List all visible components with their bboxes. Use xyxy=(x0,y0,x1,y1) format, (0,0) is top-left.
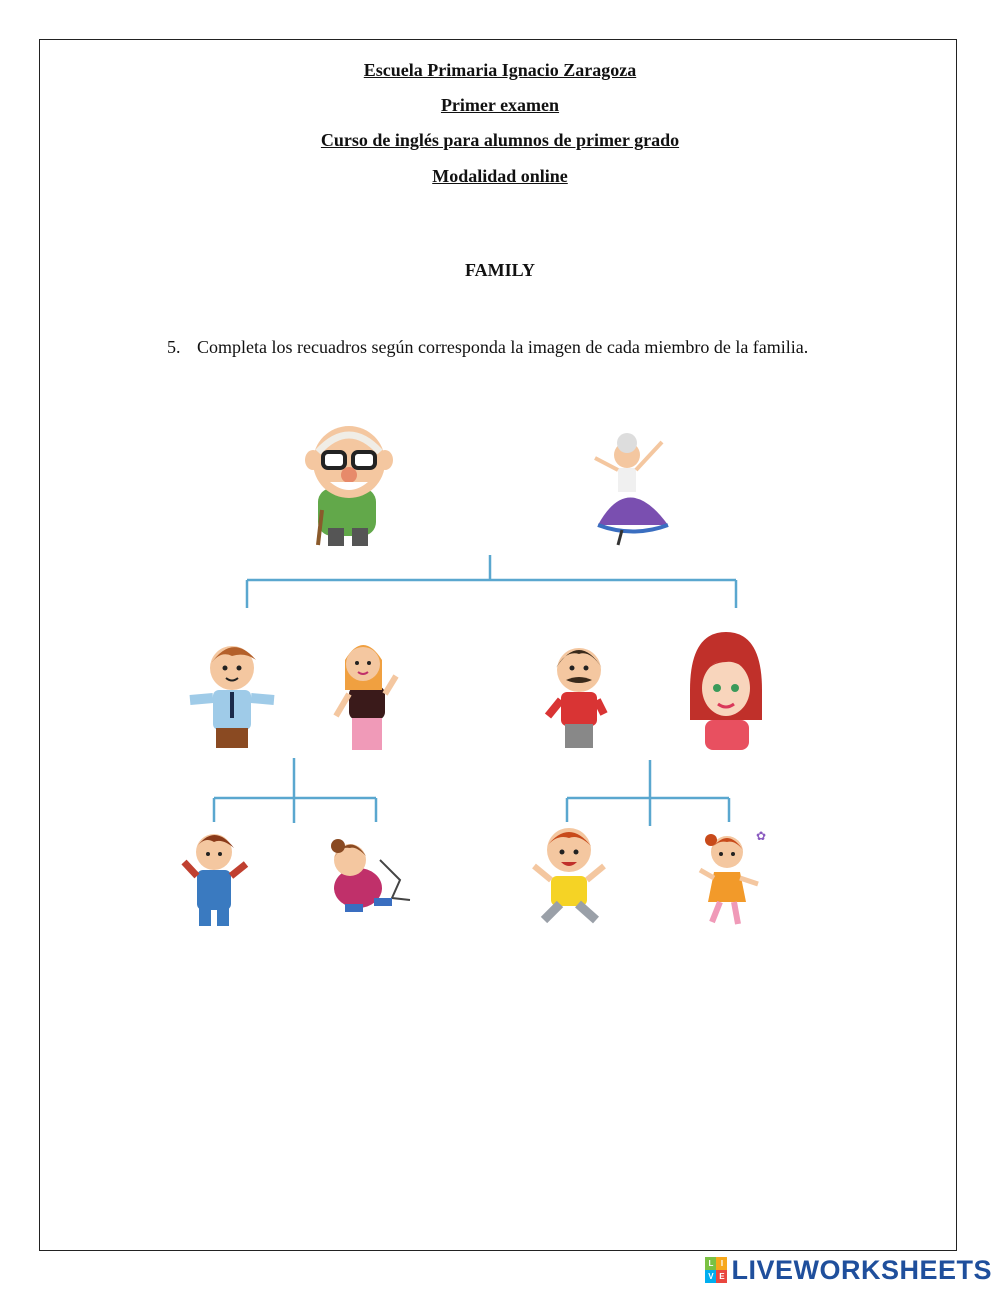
logo-mark-icon: L I V E xyxy=(705,1257,727,1283)
grandmother-image xyxy=(595,433,668,545)
child3-boy-image xyxy=(534,828,604,920)
uncle-image xyxy=(548,648,604,748)
section-title: FAMILY xyxy=(464,260,535,280)
aunt-image xyxy=(690,632,762,750)
tree-connectors xyxy=(214,555,736,826)
grandfather-image xyxy=(305,426,393,546)
liveworksheets-logo xyxy=(705,1255,992,1285)
child2-girl-image xyxy=(331,839,410,912)
svg-text:✿: ✿ xyxy=(756,829,767,843)
logo-text: LIVEWORKSHEETS xyxy=(731,1254,992,1285)
question-number: 5. xyxy=(167,337,181,357)
child4-girl-image xyxy=(700,829,766,924)
exam-title: Primer examen xyxy=(440,95,560,115)
school-name: Escuela Primaria Ignacio Zaragoza xyxy=(363,60,637,80)
father-image xyxy=(190,646,274,748)
child1-boy-image xyxy=(184,834,246,926)
mother-image xyxy=(336,645,396,750)
mode-title: Modalidad online xyxy=(432,166,568,186)
course-title: Curso de inglés para alumnos de primer grado xyxy=(320,130,680,150)
question-text: Completa los recuadros según corresponda la imagen de cada miembro de la familia. xyxy=(197,337,809,357)
